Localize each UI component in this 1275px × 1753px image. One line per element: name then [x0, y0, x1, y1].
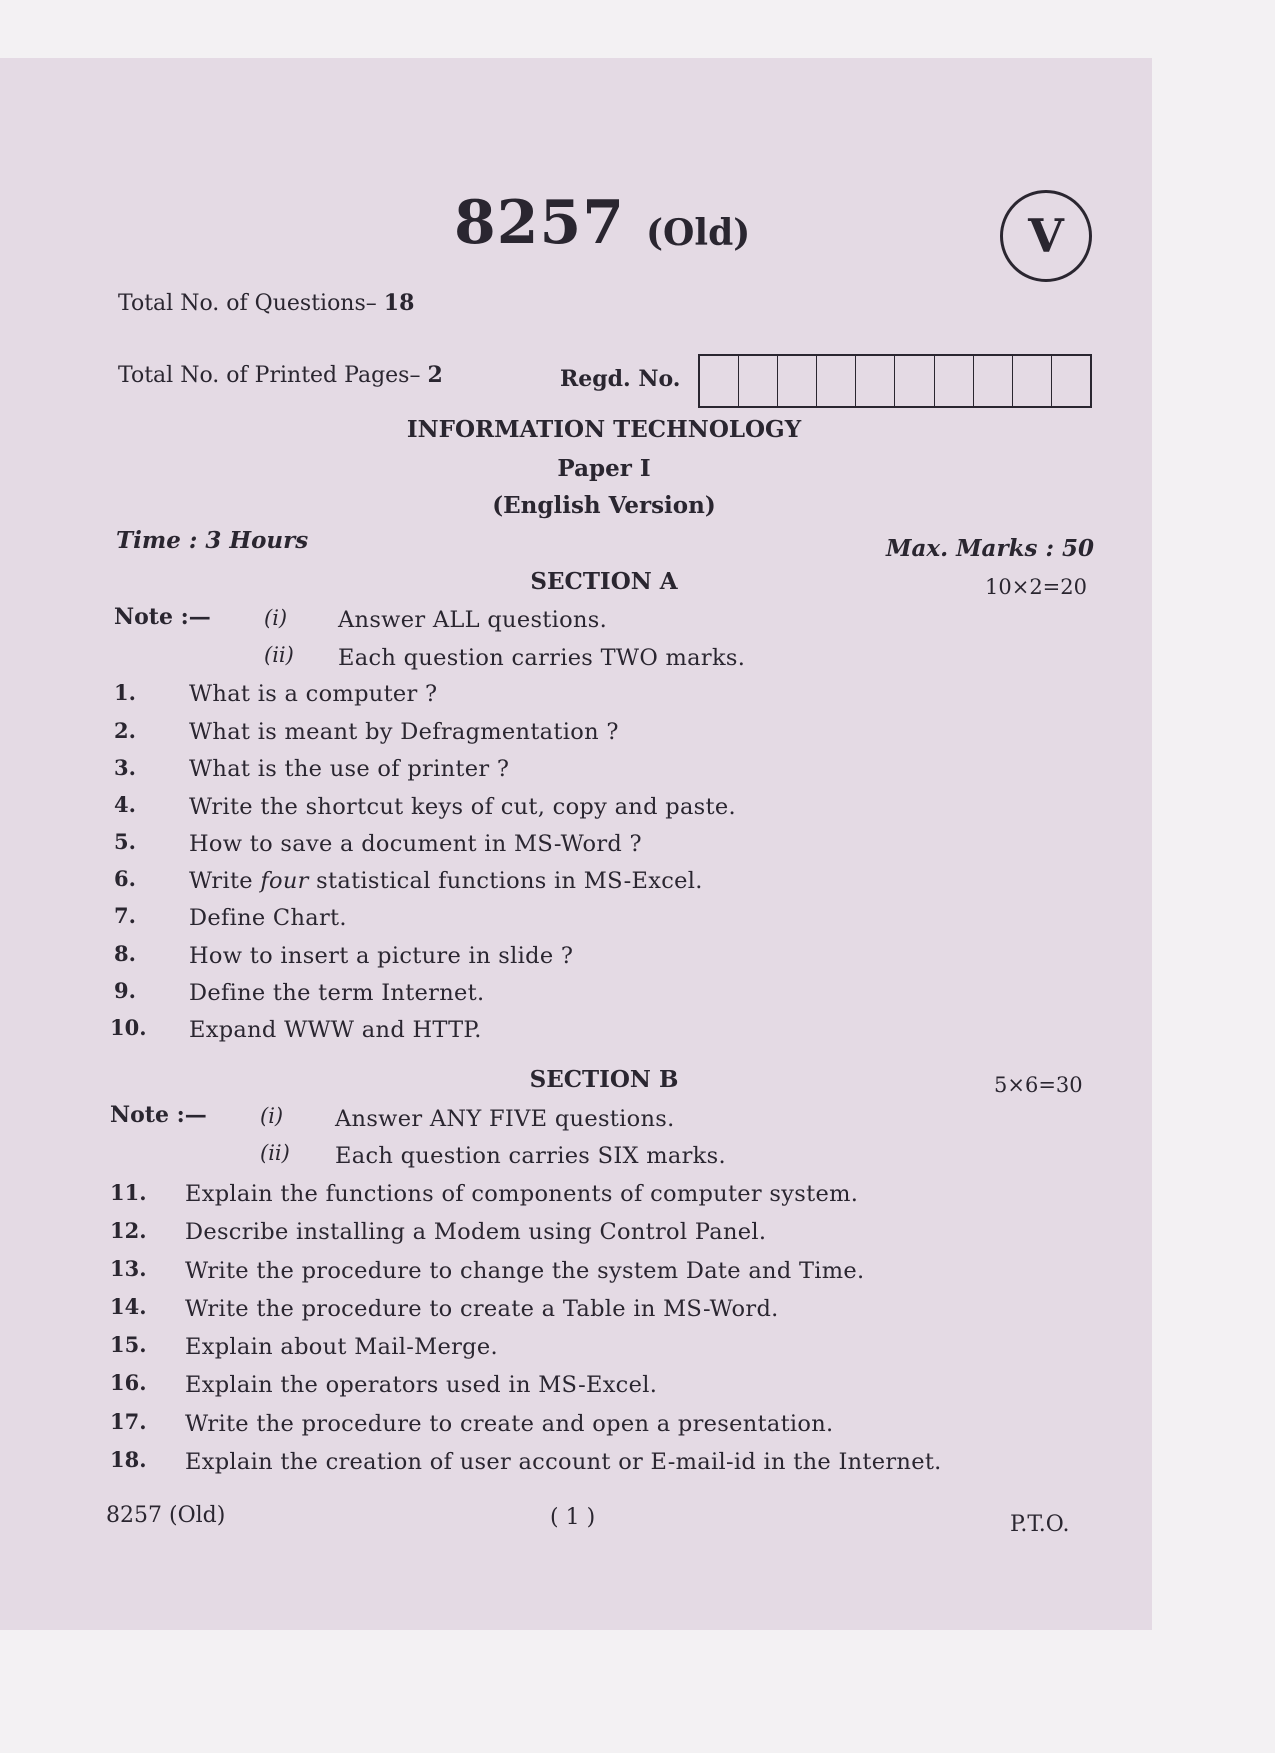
- question-text-part: statistical functions in MS-Excel.: [308, 868, 703, 894]
- regd-cell: [935, 356, 974, 406]
- question-number: 4.: [114, 792, 136, 817]
- total-pages-value: 2: [427, 362, 443, 388]
- footer-code: 8257 (Old): [106, 1503, 226, 1528]
- question-number: 8.: [114, 941, 136, 966]
- question-text: Describe installing a Modem using Control Panel.: [185, 1219, 767, 1245]
- question-number: 17.: [110, 1409, 147, 1434]
- regd-number-boxes: [698, 354, 1092, 408]
- language-version: (English Version): [492, 492, 716, 519]
- section-b-marks: 5×6=30: [994, 1073, 1083, 1097]
- section-a-heading: SECTION A: [530, 568, 678, 595]
- question-number: 3.: [114, 755, 136, 780]
- section-b-note-text: Answer ANY FIVE questions.: [335, 1106, 675, 1132]
- section-b-heading: SECTION B: [529, 1066, 679, 1093]
- question-number: 14.: [110, 1294, 147, 1319]
- time-limit: Time : 3 Hours: [116, 527, 309, 554]
- total-pages-label: Total No. of Printed Pages–: [118, 363, 421, 388]
- question-text: Explain the operators used in MS-Excel.: [185, 1372, 658, 1398]
- max-marks: Max. Marks : 50: [886, 535, 1094, 562]
- section-a-note-label: Note :—: [114, 604, 211, 630]
- question-text: What is a computer ?: [189, 681, 438, 707]
- question-text-part: Write: [189, 868, 261, 894]
- paper-variant: (Old): [646, 212, 751, 254]
- question-number: 16.: [110, 1370, 147, 1395]
- section-a-note-num: (ii): [264, 643, 294, 667]
- question-text: What is meant by Defragmentation ?: [189, 719, 619, 745]
- subject-title: INFORMATION TECHNOLOGY: [406, 416, 802, 443]
- question-text: How to save a document in MS-Word ?: [189, 831, 642, 857]
- total-pages: [118, 362, 443, 388]
- question-number: 10.: [110, 1015, 147, 1040]
- question-text: Write the procedure to change the system Date and Time.: [185, 1258, 865, 1284]
- section-a-marks: 10×2=20: [985, 575, 1087, 599]
- question-text: What is the use of printer ?: [189, 756, 510, 782]
- question-number: 9.: [114, 978, 136, 1003]
- section-b-note-num: (i): [260, 1104, 284, 1128]
- regd-cell: [817, 356, 856, 406]
- question-text: Explain the functions of components of computer system.: [185, 1181, 859, 1207]
- page-number: ( 1 ): [550, 1505, 596, 1530]
- regd-cell: [1013, 356, 1052, 406]
- section-a-note-text: Each question carries TWO marks.: [338, 645, 746, 671]
- regd-cell: [974, 356, 1013, 406]
- question-number: 6.: [114, 866, 136, 891]
- question-number: 5.: [114, 829, 136, 854]
- question-number: 12.: [110, 1218, 147, 1243]
- section-b-note-text: Each question carries SIX marks.: [335, 1143, 726, 1169]
- question-text: Explain the creation of user account or E-mail-id in the Internet.: [185, 1449, 942, 1475]
- question-text: Define Chart.: [189, 905, 347, 931]
- question-number: 15.: [110, 1332, 147, 1357]
- question-text: Define the term Internet.: [189, 980, 485, 1006]
- regd-cell: [1052, 356, 1090, 406]
- question-text: Write the procedure to create and open a presentation.: [185, 1411, 834, 1437]
- section-b-note-num: (ii): [260, 1141, 290, 1165]
- question-number: 11.: [110, 1180, 147, 1205]
- question-text: Write the procedure to create a Table in MS-Word.: [185, 1296, 779, 1322]
- version-letter: V: [1028, 209, 1064, 263]
- paper-number: Paper I: [557, 455, 651, 482]
- total-questions-value: 18: [383, 290, 415, 316]
- version-mark: [1000, 190, 1092, 282]
- question-text: Expand WWW and HTTP.: [189, 1017, 482, 1043]
- question-text: Explain about Mail-Merge.: [185, 1334, 498, 1360]
- regd-cell: [739, 356, 778, 406]
- paper-code: 8257: [454, 188, 625, 258]
- question-text: How to insert a picture in slide ?: [189, 943, 574, 969]
- question-text: [189, 868, 703, 894]
- question-number: 18.: [110, 1447, 147, 1472]
- regd-label: Regd. No.: [560, 366, 681, 392]
- question-text: Write the shortcut keys of cut, copy and paste.: [189, 794, 736, 820]
- total-questions-label: Total No. of Questions–: [118, 291, 377, 316]
- regd-cell: [895, 356, 934, 406]
- question-number: 2.: [114, 718, 136, 743]
- pto-label: P.T.O.: [1010, 1512, 1070, 1537]
- question-number: 1.: [114, 680, 136, 705]
- regd-cell: [778, 356, 817, 406]
- question-number: 7.: [114, 903, 136, 928]
- section-a-note-text: Answer ALL questions.: [338, 607, 608, 633]
- regd-cell: [856, 356, 895, 406]
- question-text-emphasis: four: [260, 868, 309, 894]
- section-b-note-label: Note :—: [110, 1102, 207, 1128]
- question-number: 13.: [110, 1256, 147, 1281]
- regd-cell: [700, 356, 739, 406]
- section-a-note-num: (i): [264, 606, 288, 630]
- total-questions: [118, 290, 414, 316]
